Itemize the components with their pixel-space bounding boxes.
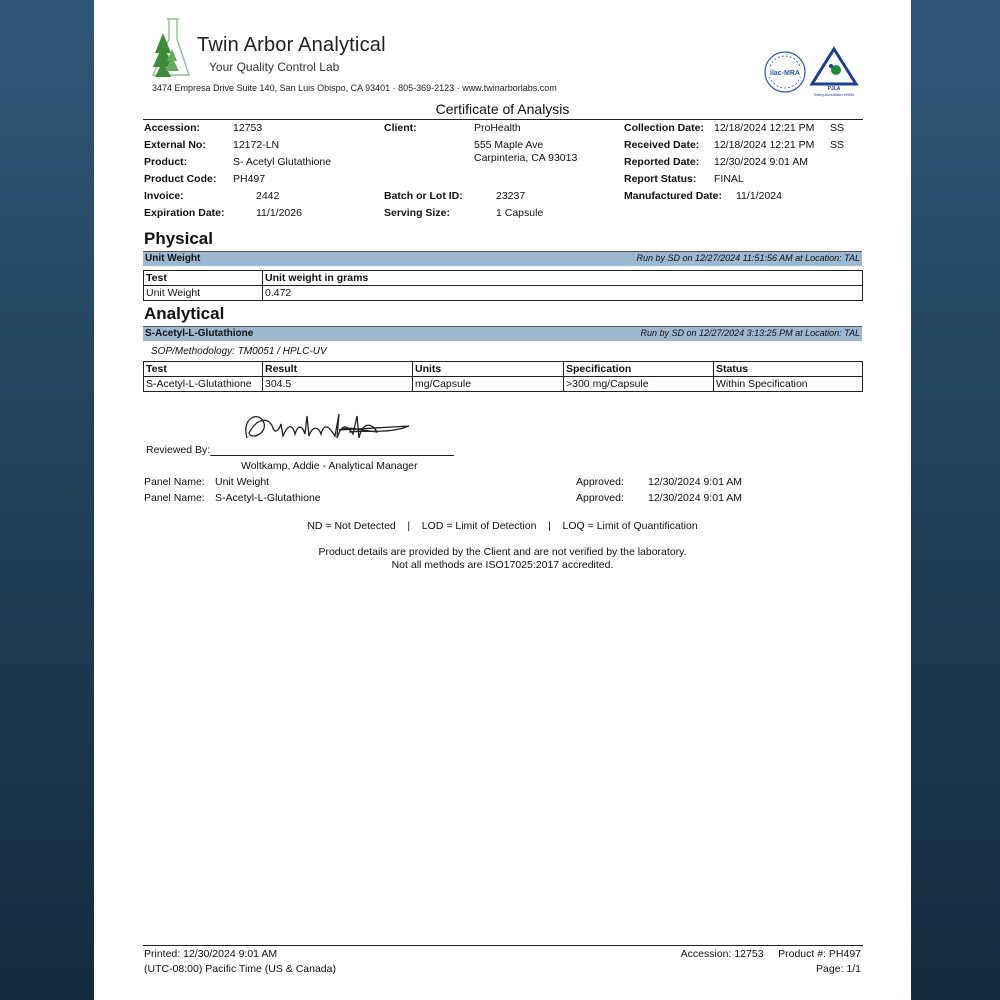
expiration-value: 11/1/2026	[256, 207, 302, 219]
unit-weight-run-info: Run by SD on 12/27/2024 11:51:56 AM at Location: TAL	[636, 253, 860, 263]
approved-value: 12/30/2024 9:01 AM	[648, 476, 742, 488]
invoice-label: Invoice:	[144, 190, 184, 202]
pjla-text: PJLA	[827, 86, 841, 92]
table-row	[144, 286, 863, 301]
table-cell: S-Acetyl-L-Glutathione	[144, 377, 263, 392]
lab-address: 3474 Empresa Drive Suite 140, San Luis Obispo, CA 93401 · 805-369-2123 · www.twinarborlabs.com	[152, 83, 557, 93]
collection-date-label: Collection Date:	[624, 122, 704, 134]
received-date-value: 12/18/2024 12:21 PM	[714, 139, 815, 151]
panel-name-label: Panel Name:	[144, 476, 205, 488]
client-address-line2: Carpinteria, CA 93013	[474, 152, 578, 164]
product-code-label: Product Code:	[144, 173, 217, 185]
ilac-mra-text: ilac-MRA	[770, 70, 800, 77]
table-header-row	[144, 271, 863, 286]
table-cell: >300 mg/Capsule	[564, 377, 714, 392]
abbreviation-legend: ND = Not Detected | LOD = Limit of Detection | LOQ = Limit of Quantification	[307, 520, 698, 532]
glutathione-band-title: S-Acetyl-L-Glutathione	[145, 328, 254, 339]
signature-line	[210, 455, 454, 456]
product-label: Product:	[144, 156, 188, 168]
reported-date-label: Reported Date:	[624, 156, 700, 168]
panel-name-value: Unit Weight	[215, 476, 270, 488]
client-address-line1: 555 Maple Ave	[474, 139, 544, 151]
panel-name-value: S-Acetyl-L-Glutathione	[215, 492, 321, 504]
tree-flask-logo-icon	[149, 15, 194, 81]
table-header-cell: Specification	[564, 362, 714, 377]
title-rule	[143, 119, 863, 120]
table-row	[144, 377, 863, 392]
table-cell: mg/Capsule	[413, 377, 564, 392]
table-cell: 0.472	[263, 286, 863, 301]
page-number: Page: 1/1	[816, 963, 861, 975]
approved-value: 12/30/2024 9:01 AM	[648, 492, 742, 504]
manufactured-date-value: 11/1/2024	[736, 190, 782, 202]
report-status-value: FINAL	[714, 173, 744, 185]
reviewed-by-label: Reviewed By:	[146, 444, 211, 456]
reported-date-value: 12/30/2024 9:01 AM	[714, 156, 808, 168]
batch-label: Batch or Lot ID:	[384, 190, 463, 202]
glutathione-band	[143, 326, 862, 341]
printed-timezone: (UTC-08:00) Pacific Time (US & Canada)	[144, 963, 336, 975]
table-header-cell: Status	[714, 362, 863, 377]
client-label: Client:	[384, 122, 417, 134]
report-status-label: Report Status:	[624, 173, 697, 185]
client-name: ProHealth	[474, 122, 521, 134]
analytical-table	[143, 361, 863, 392]
table-header-row	[144, 362, 863, 377]
product-code-value: PH497	[233, 173, 266, 185]
table-header-cell: Test	[144, 362, 263, 377]
printed-timestamp: Printed: 12/30/2024 9:01 AM	[144, 948, 278, 960]
glutathione-run-info: Run by SD on 12/27/2024 3:13:25 PM at Location: TAL	[640, 328, 860, 338]
coa-document	[94, 0, 911, 1000]
footer-accession-product: Accession: 12753 Product #: PH497	[680, 948, 861, 960]
external-no-value: 12172-LN	[233, 139, 280, 151]
table-cell: Unit Weight	[144, 286, 263, 301]
footer-rule	[143, 945, 863, 946]
unit-weight-band-title: Unit Weight	[145, 253, 201, 264]
reviewer-signature-icon	[239, 408, 414, 448]
table-header-cell: Test	[144, 271, 263, 286]
approved-label: Approved:	[576, 492, 624, 504]
sop-methodology: SOP/Methodology: TM0051 / HPLC-UV	[151, 346, 327, 357]
pjla-badge-icon	[809, 46, 859, 98]
table-cell: Within Specification	[714, 377, 863, 392]
disclaimer-line-1: Product details are provided by the Client and are not verified by the laboratory.	[318, 546, 687, 558]
received-date-label: Received Date:	[624, 139, 700, 151]
document-title: Certificate of Analysis	[435, 101, 570, 117]
expiration-label: Expiration Date:	[144, 207, 225, 219]
physical-table	[143, 270, 863, 301]
collection-date-value: 12/18/2024 12:21 PM	[714, 122, 815, 134]
table-header-cell: Unit weight in grams	[263, 271, 863, 286]
serving-size-value: 1 Capsule	[496, 207, 544, 219]
ilac-mra-badge-icon	[764, 51, 806, 93]
physical-heading: Physical	[144, 229, 213, 248]
disclaimer-line-2: Not all methods are ISO17025:2017 accredited.	[391, 559, 614, 571]
collection-by: SS	[830, 122, 845, 134]
table-header-cell: Result	[263, 362, 413, 377]
unit-weight-band	[143, 251, 862, 266]
analytical-heading: Analytical	[144, 304, 225, 323]
external-no-label: External No:	[144, 139, 206, 151]
reviewer-name: Woltkamp, Addie - Analytical Manager	[241, 460, 418, 472]
received-by: SS	[830, 139, 845, 151]
panel-name-label: Panel Name:	[144, 492, 205, 504]
accession-value: 12753	[233, 122, 263, 134]
table-header-cell: Units	[413, 362, 564, 377]
batch-value: 23237	[496, 190, 526, 202]
accession-label: Accession:	[144, 122, 201, 134]
pjla-subtext: Testing Accreditation #99851	[813, 93, 855, 97]
lab-name: Twin Arbor Analytical	[197, 34, 386, 56]
serving-size-label: Serving Size:	[384, 207, 450, 219]
table-cell: 304.5	[263, 377, 413, 392]
manufactured-date-label: Manufactured Date:	[624, 190, 723, 202]
approved-label: Approved:	[576, 476, 624, 488]
lab-tagline: Your Quality Control Lab	[209, 60, 340, 74]
invoice-value: 2442	[256, 190, 280, 202]
product-value: S- Acetyl Glutathione	[233, 156, 332, 168]
